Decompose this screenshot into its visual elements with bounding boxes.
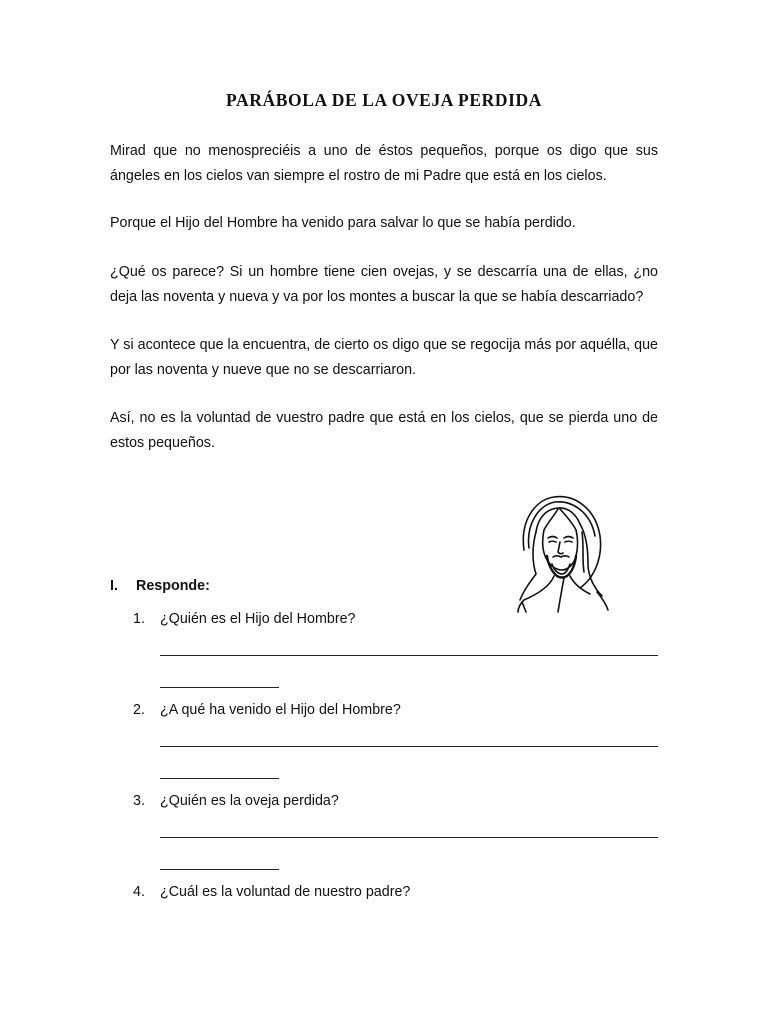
paragraph-2: Porque el Hijo del Hombre ha venido para salvar lo que se había perdido. — [110, 215, 576, 231]
paragraph-1: Mirad que no menospreciéis a uno de éstos pequeños, porque os digo que sus ángeles en los cielos van siempre el rostro de mi Padre que está en los cielos. — [110, 143, 658, 184]
section-label: Responde: — [136, 578, 210, 594]
question-text: ¿Cuál es la voluntad de nuestro padre? — [160, 884, 411, 900]
question-text: ¿Quién es la oveja perdida? — [160, 793, 339, 809]
question-1 — [133, 611, 355, 627]
question-number: 2. — [133, 702, 145, 718]
answer-line[interactable] — [160, 746, 658, 747]
question-number: 1. — [133, 611, 145, 627]
paragraph-3: ¿Qué os parece? Si un hombre tiene cien ovejas, y se descarría una de ellas, ¿no deja las noventa y nueva y va por los montes a buscar la que se había descarriado? — [110, 264, 658, 305]
question-2 — [133, 702, 401, 718]
page-title: PARÁBOLA DE LA OVEJA PERDIDA — [226, 90, 542, 110]
question-text: ¿Quién es el Hijo del Hombre? — [160, 611, 356, 627]
question-number: 4. — [133, 884, 145, 900]
jesus-portrait-icon — [502, 492, 626, 616]
answer-line[interactable] — [160, 655, 658, 656]
answer-line[interactable] — [160, 778, 279, 779]
question-4 — [133, 884, 410, 900]
answer-line[interactable] — [160, 869, 279, 870]
paragraph-5: Así, no es la voluntad de vuestro padre que está en los cielos, que se pierda uno de estos pequeños. — [110, 410, 658, 451]
question-3 — [133, 793, 339, 809]
question-number: 3. — [133, 793, 145, 809]
section-numeral: I. — [110, 578, 118, 594]
question-text: ¿A qué ha venido el Hijo del Hombre? — [160, 702, 401, 718]
answer-line[interactable] — [160, 687, 279, 688]
section-heading — [110, 578, 210, 594]
paragraph-4: Y si acontece que la encuentra, de cierto os digo que se regocija más por aquélla, que por las noventa y nueve que no se descarriaron. — [110, 337, 658, 378]
answer-line[interactable] — [160, 837, 658, 838]
